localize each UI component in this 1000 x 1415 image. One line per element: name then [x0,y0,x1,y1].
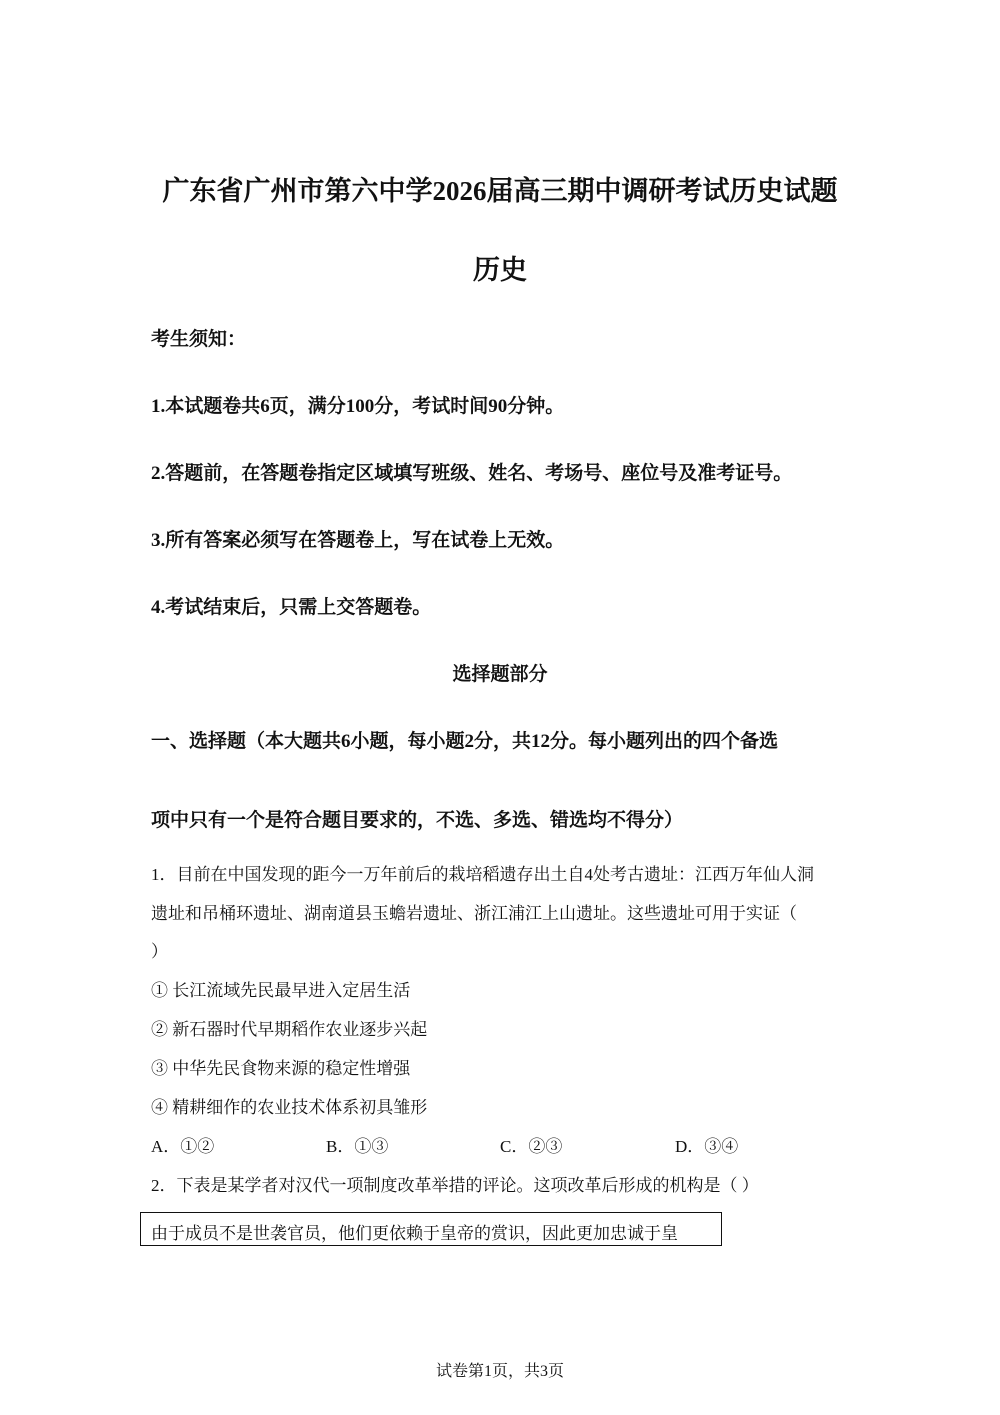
page-title: 广东省广州市第六中学2026届高三期中调研考试历史试题 [162,176,838,206]
question-1-statement: ③ 中华先民食物来源的稳定性增强 [151,1059,411,1078]
question-1-stem: 1．目前在中国发现的距今一万年前后的栽培稻遗存出土自4处考古遗址：江西万年仙人洞 [151,865,814,884]
section-instruction: 一、选择题（本大题共6小题，每小题2分，共12分。每小题列出的四个备选 [151,731,779,752]
question-1-statement: ① 长江流域先民最早进入定居生活 [151,981,411,1000]
question-1-option-a: A．①② [151,1137,215,1156]
question-1-statement: ② 新石器时代早期稻作农业逐步兴起 [151,1020,428,1039]
notice-item: 4.考试结束后，只需上交答题卷。 [151,597,432,618]
notice-item: 3.所有答案必须写在答题卷上，写在试卷上无效。 [151,530,565,551]
notice-item: 1.本试题卷共6页，满分100分，考试时间90分钟。 [151,396,565,417]
question-1-option-c: C．②③ [500,1137,563,1156]
page-footer: 试卷第1页，共3页 [435,1363,564,1380]
question-1-option-b: B．①③ [326,1137,389,1156]
quote-table [140,1212,722,1246]
question-1-statement: ④ 精耕细作的农业技术体系初具雏形 [151,1098,428,1117]
notice-item: 2.答题前，在答题卷指定区域填写班级、姓名、考场号、座位号及准考证号。 [151,463,793,484]
notice-heading: 考生须知： [151,329,247,350]
subject-heading: 历史 [473,255,527,285]
question-1-stem: 遗址和吊桶环遗址、湖南道县玉蟾岩遗址、浙江浦江上山遗址。这些遗址可用于实证（ [151,904,797,923]
section-title: 选择题部分 [452,664,548,685]
section-instruction: 项中只有一个是符合题目要求的，不选、多选、错选均不得分） [151,810,684,831]
question-2-stem: 2．下表是某学者对汉代一项制度改革举措的评论。这项改革后形成的机构是（ ） [151,1176,759,1195]
question-1-option-d: D．③④ [675,1137,739,1156]
question-1-stem: ） [151,942,168,961]
quote-text: 由于成员不是世袭官员，他们更依赖于皇帝的赏识，因此更加忠诚于皇 [151,1224,678,1243]
